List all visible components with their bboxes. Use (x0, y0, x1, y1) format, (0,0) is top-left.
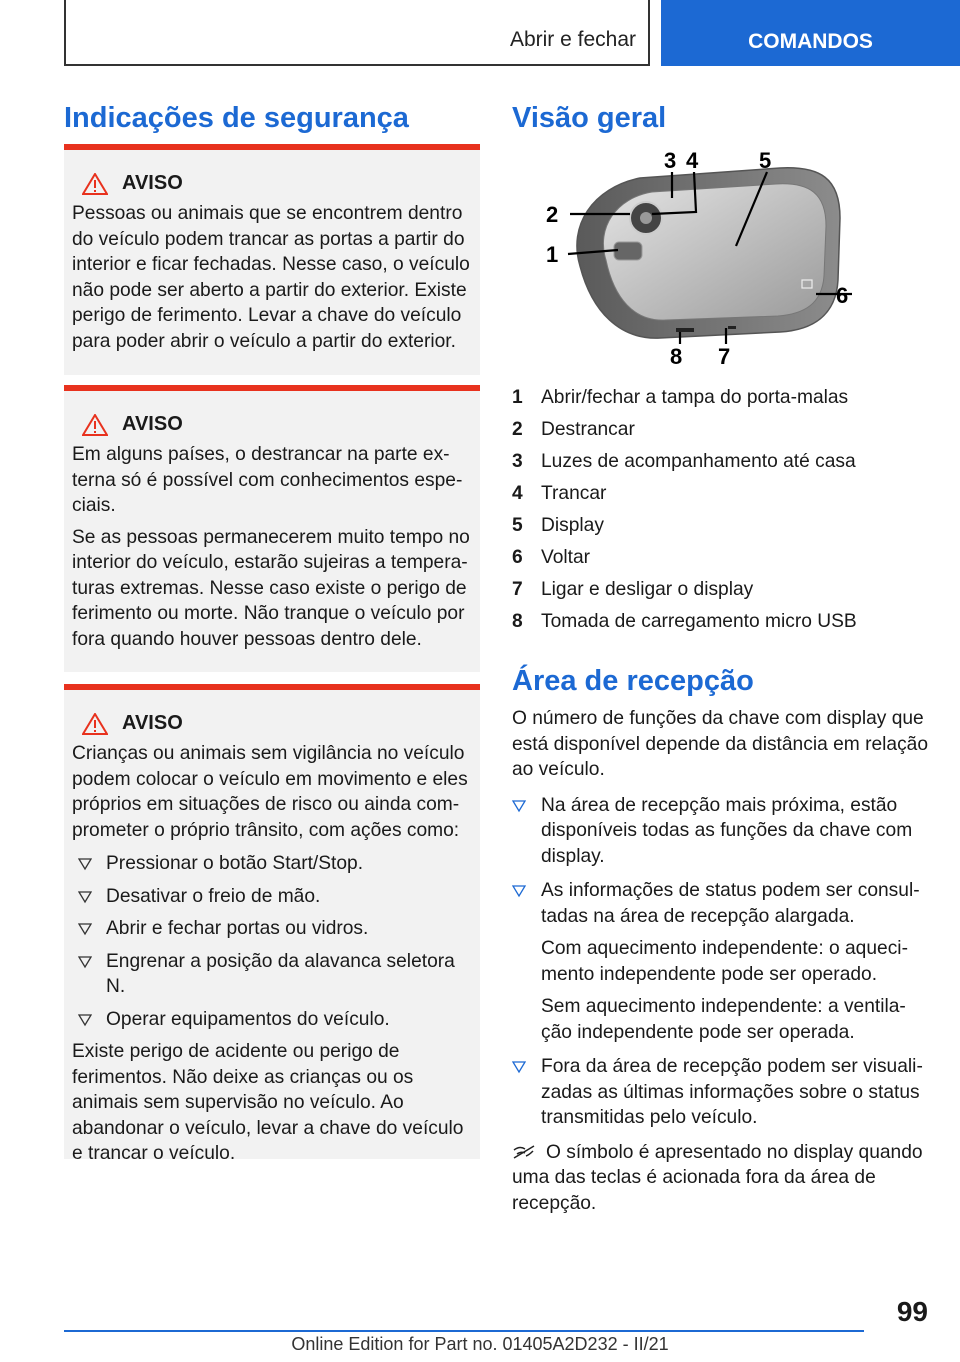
sub-paragraph: Com aquecimento independente: o aquecimento independente pode ser operado. (541, 938, 908, 985)
list-item: 2 Destrancar (512, 419, 635, 440)
warning-triangle-icon (82, 414, 108, 436)
warning-text: Pessoas ou animais que se encontrem dentro do veículo podem trancar as portas a partir do interior e ficar fechadas. Nesse caso, o veículo não pode ser aberto a partir do exterior. Existe perigo de ferimento. Levar a chave do veículo para poder abrir o veículo a partir do exterior. (72, 203, 470, 352)
warning-box-3 (64, 684, 480, 1164)
figure-label-7: 7 (718, 344, 731, 369)
list-item: As informações de status podem ser consultadas na área de recepção alargada. Com aquecimento independente: o aquecimento independente pode ser operado. Sem aquecimento independente: a ventilação independente pode ser operada. (512, 878, 928, 1045)
footer-divider (64, 1330, 864, 1332)
triangle-bullet-icon (78, 857, 92, 871)
warning-text: Em alguns países, o destrancar na parte externa só é possível com conhecimentos especiais. (72, 444, 463, 516)
figure-label-6: 6 (836, 283, 849, 308)
display-key-illustration (540, 148, 852, 372)
figure-label-1: 1 (546, 242, 559, 267)
warning-text: Existe perigo de acidente ou perigo de ferimentos. Não deixe as crianças ou os animais sem supervisão no veículo. Ao abandonar o veículo, levar a chave do veículo e trancar o veículo. (72, 1041, 464, 1164)
figure-label-8: 8 (670, 344, 683, 369)
triangle-bullet-icon (512, 1060, 526, 1074)
parts-list (512, 382, 932, 638)
trunk-button-shape (614, 242, 642, 260)
warning-triangle-icon (82, 173, 108, 195)
safety-heading: Indicações de segurança (64, 102, 409, 134)
warning-list (72, 851, 472, 1032)
warning-label: AVISO (122, 712, 183, 734)
page-number: 99 (896, 1296, 928, 1327)
figure-label-2: 2 (546, 202, 559, 227)
list-item: 3 Luzes de acompanhamento até casa (512, 451, 856, 472)
warning-label: AVISO (122, 413, 183, 435)
figure-label-3: 3 (664, 148, 677, 173)
list-item: Abrir e fechar portas ou vidros. (72, 916, 472, 942)
triangle-bullet-icon (512, 799, 526, 813)
list-item: 4 Trancar (512, 483, 607, 504)
warning-triangle-icon (82, 713, 108, 735)
list-item: 5 Display (512, 515, 604, 536)
edition-note: Online Edition for Part no. 01405A2D232 - II/21 (291, 1334, 669, 1354)
list-item: 6 Voltar (512, 547, 591, 568)
list-item: Engrenar a posição da alavanca seletora N. (72, 949, 472, 1000)
header-chapter-label: COMANDOS (748, 30, 873, 53)
reception-heading: Área de recepção (512, 665, 754, 697)
symbol-note: O símbolo é apresentado no display quando uma das teclas é acionada fora da área de recepção. (512, 1141, 923, 1214)
reception-section (512, 706, 928, 1216)
warning-text: Crianças ou animais sem vigilância no veículo podem colocar o veículo em movimento e eles próprios em situações de risco ou ainda comprometer o próprio trânsito, com ações como: (72, 743, 468, 841)
warning-box-1 (64, 144, 480, 375)
triangle-bullet-icon (78, 1013, 92, 1027)
list-item: Desativar o freio de mão. (72, 884, 472, 910)
list-item: Fora da área de recepção podem ser visualizadas as últimas informações sobre o status transmitidas pelo veículo. (512, 1054, 928, 1131)
list-item: Operar equipamentos do veículo. (72, 1007, 472, 1033)
overview-heading: Visão geral (512, 102, 667, 134)
figure-label-4: 4 (686, 148, 699, 173)
triangle-bullet-icon (78, 955, 92, 969)
figure-label-5: 5 (759, 148, 772, 173)
header-chapter-tab[interactable] (661, 0, 960, 66)
list-item: Pressionar o botão Start/Stop. (72, 851, 472, 877)
triangle-bullet-icon (512, 884, 526, 898)
list-item: Na área de recepção mais próxima, estão disponíveis todas as funções da chave com display. (512, 793, 928, 870)
warning-box-2 (64, 385, 480, 672)
header-frame (64, 0, 650, 66)
reception-intro: O número de funções da chave com display que está disponível depende da distância em relação ao veículo. (512, 708, 929, 780)
list-item: 1 Abrir/fechar a tampa do porta-malas (512, 387, 849, 408)
list-item: 8 Tomada de carregamento micro USB (512, 611, 857, 632)
out-of-range-icon (512, 1144, 536, 1160)
reception-list (512, 793, 928, 1131)
warning-text: Se as pessoas permanecerem muito tempo no interior do veículo, estarão sujeiras a temperaturas extremas. Nesse caso existe o perigo de ferimento ou morte. Não tranque o veículo por fora quando houver pessoas dentro dele. (72, 526, 470, 650)
triangle-bullet-icon (78, 890, 92, 904)
triangle-bullet-icon (78, 922, 92, 936)
list-item: 7 Ligar e desligar o display (512, 579, 754, 600)
sub-paragraph: Sem aquecimento independente: a ventilação independente pode ser operada. (541, 996, 906, 1043)
header-section-title: Abrir e fechar (509, 28, 636, 51)
warning-label: AVISO (122, 172, 183, 194)
